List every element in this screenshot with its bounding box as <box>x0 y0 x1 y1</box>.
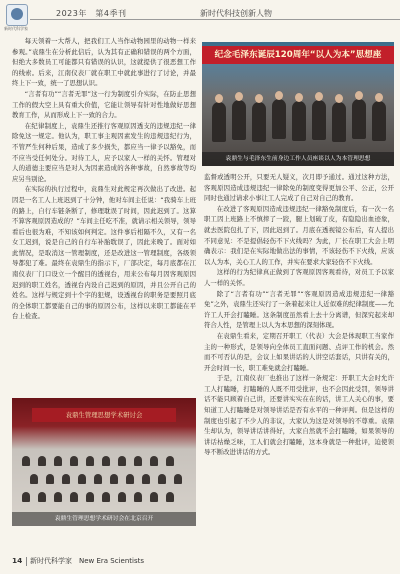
person-figure <box>212 102 226 142</box>
audience-figure <box>86 456 94 466</box>
audience-figure <box>150 456 158 466</box>
audience-figure <box>54 456 62 466</box>
photo-caption: 袁鼎生管理思想学术研讨会在北京召开 <box>12 512 196 526</box>
audience-figure <box>54 492 62 502</box>
person-figure <box>292 101 306 141</box>
magazine-name: 新时代科学家 New Era Scientists <box>30 557 145 565</box>
page-header <box>0 0 400 30</box>
audience-figure <box>118 492 126 502</box>
issue-label: 2023年 第4季刊 <box>56 9 127 18</box>
paragraph: 在袁鼎生看来，定期召开职工（代表）大会是体现职工当家作主的一种形式，是领导向全体员工直面问题、点评工作的机会。然而不可否认的是，会议上如果讲话的人讲空话套话，只讲有关的，开会时间一长，职工难免就会打瞌睡。 <box>204 331 394 372</box>
paragraph: 在实际的执行过程中，袁鼎生对此规定再次做出了改进。起因是一名工人上班迟到了十分钟，他对车间主任说：“我骑车上班的路上，自行车链条断了，修理耽误了时间，因此迟到了。这算不算客观原因造成的？”车间主任吃不准，就请示相关领导，领导看后也很为难，不知该如何判定。这件事后相隔不久，又有一名女工迟到，说是自己的自行车补胎耽误了，因此来晚了。面对如此情况，是取消这一管理制度，还是改进这一管理制度，各级领导都犯了难。最终在袁鼎生的指示下，厂部决定，每月底都在江南仪表厂门口设立一个醒目的透视台，用来公布每月因客观原因迟到的职工姓名，透视台内设自己迟到的原因，并且公开自己的姓名。这样与规定到十个字的犯规，设透视台的职务是要照月底的全体职工都要能自己的事的原因公布，这样以来职工都能在平台上检查。 <box>12 185 196 321</box>
audience-figure <box>46 474 54 484</box>
audience-figure <box>22 456 30 466</box>
person-figure <box>352 99 366 139</box>
paragraph: 在纪律制度上，袁鼎生还推行客观原因透支的违规违纪一律除免这一规定。他认为，职工事主观因素发生的违规违纪行为，不管严生何种后果，造成了多少损失，都应当一律予以豁免，而不应当受任何处分。对待工人，应予以家人一样的关怀。管理对人的道德主要应当是对人为因素造成的各种事故，自然事故等均应另当别论。 <box>12 121 196 183</box>
person-figure <box>312 100 326 140</box>
audience-figure <box>78 474 86 484</box>
paragraph: 除了“言者有功”“言者无罪”“客观原因造成违规违纪一律豁免”之外，袁鼎生还实行了一条着起来让人近似难的纪律制度——允许工人开会打瞌睡。这条制度虽然看上去十分离谱，但深究起来却符合人性，是管理上以人为本思想的深刻体现。 <box>204 289 394 330</box>
photo-people <box>208 94 388 150</box>
article-column-right <box>204 172 394 546</box>
audience-figure <box>142 474 150 484</box>
person-figure <box>372 101 386 141</box>
audience-figure <box>166 492 174 502</box>
audience-figure <box>126 474 134 484</box>
magazine-logo <box>6 4 28 26</box>
logo-mark-icon <box>11 8 23 20</box>
audience-figure <box>110 474 118 484</box>
footer-divider <box>26 557 27 566</box>
audience-figure <box>86 492 94 502</box>
audience-figure <box>62 474 70 484</box>
audience-figure <box>38 492 46 502</box>
photo-caption: 袁鼎生与毛泽东生前身边工作人员座谈以人为本管理思想 <box>202 152 394 166</box>
person-figure <box>272 99 286 139</box>
audience-figure <box>70 492 78 502</box>
audience-figure <box>118 456 126 466</box>
photo-audience <box>16 452 192 510</box>
paragraph: 在改进了客观原因造成违规违纪一律豁免制度后，有一次一名职工因上班路上不慎摔了一跤，腿上划破了皮，有隐隐出血迹象，就去医院包扎了下，因此迟到了。月底在透视镜公布后，有人提出不同意见：不是提倡轻伤不下火线吗？为此，厂长在职工大会上明确表示：我们是在实际地做出法的事情，不该轻伤不下火线，应该以人为本，关心工人的工作，并实在要求大家轻伤不下火线。 <box>204 204 394 266</box>
audience-figure <box>174 474 182 484</box>
photo-banner: 纪念毛泽东诞辰120周年“以人为本”思想座 <box>202 46 394 64</box>
audience-figure <box>102 492 110 502</box>
logo-caption: 新时代科学家 <box>4 26 28 31</box>
paragraph: “言者有功”“言者无罪”这一行为制度引介实际，在防止思想工作的假大空上具有重大价值，它能让领导有针对性地做好思想教育工作，从而形成上下一致的合力。 <box>12 89 196 120</box>
page-number: 14 <box>12 556 23 565</box>
audience-figure <box>134 492 142 502</box>
photo-symposium <box>202 42 394 166</box>
person-figure <box>332 102 346 142</box>
audience-figure <box>30 474 38 484</box>
audience-figure <box>134 456 142 466</box>
audience-figure <box>102 456 110 466</box>
section-label: 新时代科技创新人物 <box>200 9 272 18</box>
photo-banner: 袁鼎生管理思想学术研讨会 <box>32 408 176 422</box>
person-figure <box>232 100 246 140</box>
paragraph: 于是，江南仪表厂也推出了这样一条规定：开职工大会时允许工人打瞌睡，打瞌睡的人既不用受批评，也不会因此受罚，领导讲话不能只顾着自己讲，还要讲实实在在的话，讲工人关心的事，要知道工人打瞌睡是对领导讲话是否有水平的一种评判。但是这样的制度也引起了不少人的非议，大家认为这是对领导的不尊重。袁鼎生却认为，领导讲话讲得好，大家自然就不会打瞌睡，如果领导的讲话枯燥乏味，工人们就会打瞌睡，这本身就是一种批评，迫使领导不断改进讲话的方式。 <box>204 374 394 457</box>
article-column-left <box>12 36 196 392</box>
audience-figure <box>150 492 158 502</box>
audience-figure <box>70 456 78 466</box>
header-rule <box>30 19 400 20</box>
audience-figure <box>94 474 102 484</box>
audience-figure <box>38 456 46 466</box>
paragraph: 这样的行为纪律真正做到了客观原因客观看待，对员工予以家人一样的关怀。 <box>204 268 394 287</box>
audience-figure <box>166 456 174 466</box>
audience-figure <box>158 474 166 484</box>
photo-conference <box>12 398 196 526</box>
paragraph: 监督或透明公开，只要无人疑义，次月即予通过。通过这种方法，客观原因造成违规违纪一律除免的制度变得更加公平、公正，公开同时也通过请求小事让工人完成了自己对自己的教育。 <box>204 173 394 203</box>
person-figure <box>252 102 266 142</box>
page-footer <box>0 548 400 574</box>
paragraph: 每天领着一大帮人，把我们工人当作动物园里的动物一样来参观。”袁鼎生在分析此信后，认为其有正确和错误的两个方面，但绝大多数员工可能都只有错误的认识，这就提供了很恶想工作的线索。后来，江南仪表厂就在职工中就此事进行了讨论，并最终上下一致，统一了思想认识。 <box>12 37 196 88</box>
audience-figure <box>22 492 30 502</box>
